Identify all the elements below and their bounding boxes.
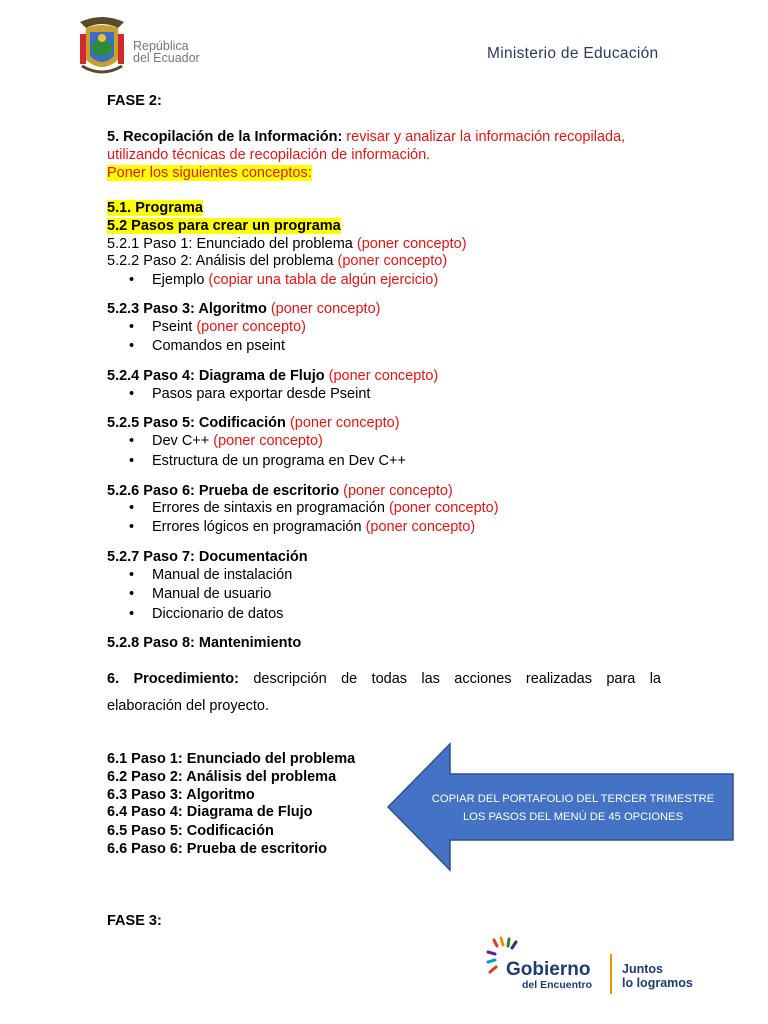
list-item <box>129 385 370 403</box>
bullet-icon: • <box>129 586 135 602</box>
highlight-instruction: Poner los siguientes conceptos: <box>107 165 312 181</box>
bullet-icon: • <box>129 453 135 469</box>
section-5-2-line <box>107 217 341 235</box>
concept-note: (poner concepto) <box>337 253 448 269</box>
step-5-2-7: 5.2.7 Paso 7: Documentación <box>107 549 308 565</box>
step-5-2-1-label: 5.2.1 Paso 1: Enunciado del problema <box>107 236 353 252</box>
list-item-text: Errores lógicos en programación <box>152 519 362 535</box>
step-6-6: 6.6 Paso 6: Prueba de escritorio <box>107 841 328 857</box>
concept-note: (poner concepto) <box>388 500 499 516</box>
list-item-note: (copiar una tabla de algún ejercicio) <box>208 272 439 288</box>
step-5-2-5-label: 5.2.5 Paso 5: Codificación <box>107 415 286 431</box>
list-item-text: Manual de instalación <box>152 567 293 583</box>
bullet-icon: • <box>129 500 135 516</box>
republic-wordmark: República del Ecuador <box>133 39 200 65</box>
list-item <box>129 499 499 517</box>
section-5-line1 <box>107 128 625 146</box>
list-item <box>129 452 406 470</box>
gobierno-word: Gobierno <box>506 959 591 980</box>
step-5-2-4 <box>107 367 438 385</box>
slogan-line: lo logramos <box>622 976 693 990</box>
step-5-2-2-label: 5.2.2 Paso 2: Análisis del problema <box>107 253 334 269</box>
list-item <box>129 585 271 603</box>
step-5-2-3-label: 5.2.3 Paso 3: Algoritmo <box>107 301 267 317</box>
step-5-2-6 <box>107 482 453 500</box>
concept-note: (poner concepto) <box>196 319 306 335</box>
bullet-icon: • <box>129 567 135 583</box>
step-6-1: 6.1 Paso 1: Enunciado del problema <box>107 751 356 767</box>
step-6-5: 6.5 Paso 5: Codificación <box>107 823 274 839</box>
concept-note: (poner concepto) <box>289 415 400 431</box>
list-item <box>129 318 306 336</box>
callout-line: LOS PASOS DEL MENÚ DE 45 OPCIONES <box>462 811 684 823</box>
section-5-title: 5. Recopilación de la Información: <box>107 129 343 145</box>
highlight-instruction-line <box>107 164 312 182</box>
bullet-icon: • <box>129 319 135 335</box>
step-5-2-5 <box>107 414 400 432</box>
phase-3-heading: FASE 3: <box>107 913 162 929</box>
list-item-text: Pseint <box>152 319 193 335</box>
list-item <box>129 566 292 584</box>
step-5-2-3 <box>107 300 380 318</box>
section-5-1-line <box>107 199 203 217</box>
concept-note: (poner concepto) <box>365 519 476 535</box>
callout-line: COPIAR DEL PORTAFOLIO DEL TERCER TRIMESTRE <box>431 793 715 805</box>
concept-note: (poner concepto) <box>270 301 381 317</box>
bullet-icon: • <box>129 433 135 449</box>
section-6-title: 6. Procedimiento: <box>107 671 239 687</box>
bullet-icon: • <box>129 606 135 622</box>
phase-2-heading: FASE 2: <box>107 93 162 109</box>
bullet-icon: • <box>129 519 135 535</box>
list-item <box>129 337 285 355</box>
step-5-2-6-label: 5.2.6 Paso 6: Prueba de escritorio <box>107 483 340 499</box>
bullet-icon: • <box>129 338 135 354</box>
step-6-4: 6.4 Paso 4: Diagrama de Flujo <box>107 804 313 820</box>
list-item <box>129 605 283 623</box>
gobierno-del-encuentro-logo <box>484 934 714 1000</box>
step-6-3: 6.3 Paso 3: Algoritmo <box>107 787 255 803</box>
callout-text <box>428 790 718 826</box>
section-5-1: 5.1. Programa <box>107 200 203 216</box>
list-item-text: Ejemplo <box>152 272 205 288</box>
section-6-desc: descripción de todas las acciones realizadas para la <box>239 671 661 687</box>
step-6-2: 6.2 Paso 2: Análisis del problema <box>107 769 337 785</box>
bullet-icon: • <box>129 386 135 402</box>
step-5-2-4-label: 5.2.4 Paso 4: Diagrama de Flujo <box>107 368 325 384</box>
bullet-icon: • <box>129 272 135 288</box>
concept-note: (poner concepto) <box>356 236 467 252</box>
step-5-2-8: 5.2.8 Paso 8: Mantenimiento <box>107 635 302 651</box>
ministry-title: Ministerio de Educación <box>487 45 659 62</box>
concept-note: (poner concepto) <box>213 433 323 449</box>
list-item <box>129 432 323 450</box>
section-6-desc-line2: elaboración del proyecto. <box>107 698 270 714</box>
list-item-text: Comandos en pseint <box>152 338 285 354</box>
list-item-text: Manual de usuario <box>152 586 272 602</box>
section-5-2: 5.2 Pasos para crear un programa <box>107 218 341 234</box>
section-5-desc-line2: utilizando técnicas de recopilación de información. <box>107 147 431 163</box>
concept-note: (poner concepto) <box>343 483 453 499</box>
step-5-2-2 <box>107 252 447 270</box>
list-item-text: Errores de sintaxis en programación <box>152 500 385 516</box>
step-5-2-1 <box>107 235 467 253</box>
list-item-text: Estructura de un programa en Dev C++ <box>152 453 406 469</box>
slogan-line: Juntos <box>622 962 663 976</box>
list-item-text: Pasos para exportar desde Pseint <box>152 386 371 402</box>
list-item-text: Diccionario de datos <box>152 606 284 622</box>
gobierno-sub: del Encuentro <box>522 979 593 991</box>
list-item-text: Dev C++ <box>152 433 210 449</box>
list-item <box>129 518 475 536</box>
list-item <box>129 271 438 289</box>
section-5-desc: revisar y analizar la información recopilada, <box>342 129 626 145</box>
concept-note: (poner concepto) <box>328 368 439 384</box>
section-6-line1 <box>107 670 661 688</box>
